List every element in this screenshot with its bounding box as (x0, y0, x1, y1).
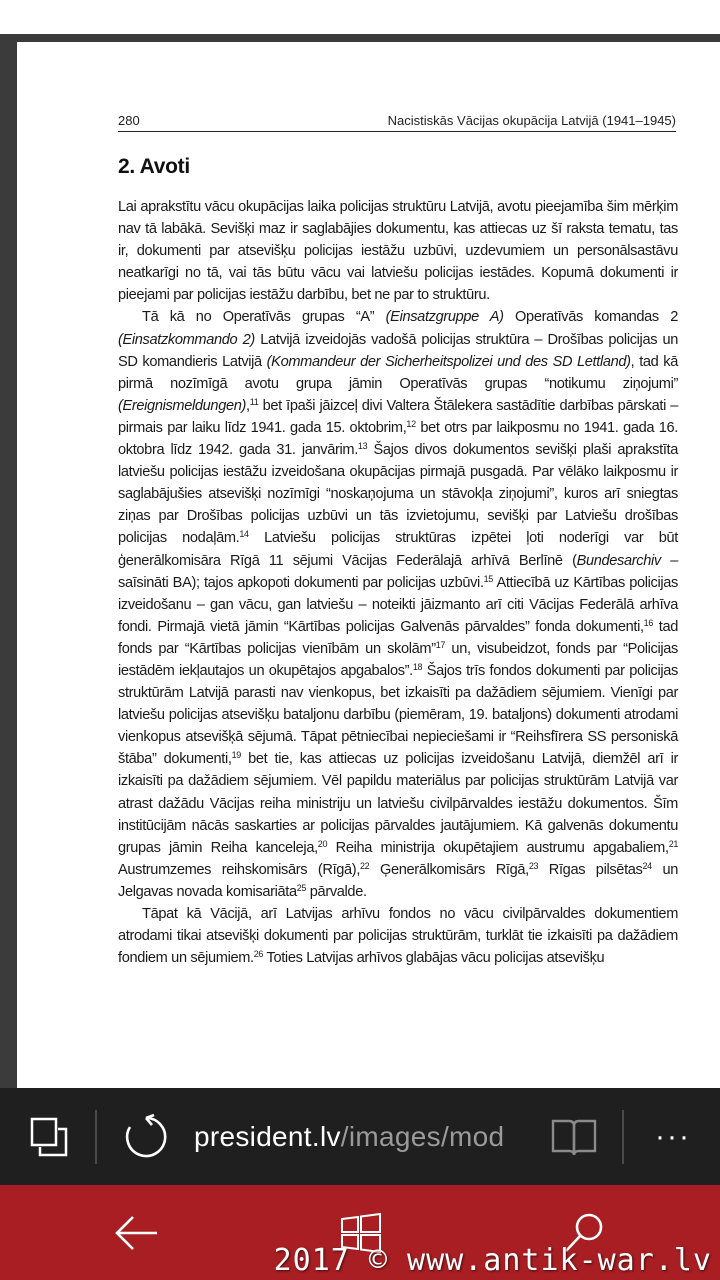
url-host: president.lv (194, 1120, 341, 1152)
paragraph (118, 306, 678, 903)
paragraph (118, 903, 678, 969)
footnote-ref: 26 (253, 949, 264, 960)
system-nav-bar (0, 1185, 720, 1280)
footnote-ref: 19 (231, 750, 241, 761)
tabs-icon (30, 1117, 68, 1157)
watermark: 2017 © www.antik-war.lv (273, 1243, 712, 1278)
text-run: Latvijā izveidojās vadošā policijas struktūra – Drošības policijas un SD komandieris Latvijā (118, 331, 678, 370)
text-run: Operatīvās komandas 2 (503, 309, 678, 326)
text-run: un Jelgavas novada komisariāta (118, 861, 678, 900)
text-run: Reiha ministrija okupētajiem austrumu apgabaliem, (327, 839, 669, 856)
footnote-ref: 12 (406, 418, 416, 429)
italic-text: (Einsatzkommando 2) (118, 331, 255, 348)
book-icon (549, 1115, 599, 1159)
refresh-icon (123, 1114, 169, 1160)
back-arrow-icon (113, 1213, 159, 1253)
footnote-ref: 22 (360, 860, 370, 871)
footnote-ref: 18 (412, 661, 423, 672)
text-run: un, visubeidzot, fonds par “Policijas iestādēm iekļautajos un okupētajos apgabalos”. (118, 640, 678, 679)
text-run: Latviešu policijas struktūras izpētei ļoti noderīgi var būt ģenerālkomisāra Rīgā 11 sējumi Vācijas Federālajā arhīvā Berlīnē ( (118, 530, 679, 569)
text-run: Ģenerālkomisārs Rīgā, (369, 861, 529, 878)
italic-text: (Kommandeur der Sicherheitspolizei und des SD Lettland) (266, 353, 631, 370)
text-run: Attiecībā uz Kārtības policijas izveidošanu – gan vācu, gan latviešu – noteikti jāizmanto arī citi Vācijas Federālā arhīva fondi. Pirmajā vietā jāmin “Kārtības policijas Galvenās pārvaldes” fonda dokumenti, (118, 574, 678, 635)
text-run: Lai aprakstītu vācu okupācijas laika policijas struktūru Latvijā, avotu pieejamība šim mērķim nav tā labākā. Sevišķi maz ir saglabājies dokumentu, kas attiecas uz šī raksta tematu, tas ir, dokumenti par atsevišķu policijas iestāžu uzbūvi, uzdevumiem un personālsastāvu neatkarīgi no tā, vai tās būtu vācu vai latviešu policijas iestādes. Kopumā dokumenti ir pieejami par policijas iestāžu darbību, bet ne par to struktūru. (118, 199, 678, 304)
text-run: Austrumzemes reihskomisārs (Rīgā), (118, 861, 361, 878)
text-run: bet tie, kas attiecas uz policijas izveidošanu Latvijā, diemžēl arī ir izkaisīti pa dažādiem sējumiem. Vēl papildu materiālus par policijas struktūrām Latvijā var atrast dažādu Vācijas reiha ministriju un latviešu civilpārvaldes iestāžu dokumentos. Šīm institūcijām nācās saskarties ar policijas pārvaldes jautājumiem. Kā galvenās dokumentu grupas jāmin Reiha kanceleja, (118, 751, 678, 856)
body-text (118, 196, 678, 969)
footnote-ref: 17 (435, 639, 446, 650)
back-button[interactable] (108, 1185, 164, 1280)
footnote-ref: 24 (642, 860, 652, 871)
footnote-ref: 15 (483, 573, 493, 584)
text-run: Rīgas pilsētas (538, 861, 643, 878)
text-run: bet īpaši jāizceļ divi Valtera Štālekera sastādītie darbības pārskati – pirmais par laiku līdz 1941. gada 15. oktobrim, (118, 397, 678, 436)
divider (95, 1110, 97, 1164)
italic-text: Bundesarchiv (576, 552, 661, 569)
text-run: Tāpat kā Vācijā, arī Latvijas arhīvu fondos no vācu civilpārvaldes dokumentiem atrodami tikai atsevišķi dokumenti par policijas struktūrām, turklāt tie izkaisīti pa dažādiem fondiem un sējumiem. (118, 906, 678, 967)
paragraph (118, 196, 678, 306)
url-field[interactable] (194, 1088, 504, 1185)
text-run: Toties Latvijas arhīvos glabājas vācu policijas atsevišķu (263, 950, 605, 967)
text-run: bet otrs par laikposmu no 1941. gada 16. oktobra līdz 1942. gada 31. janvārim. (118, 419, 678, 459)
refresh-button[interactable] (118, 1088, 174, 1185)
running-title: Nacistiskās Vācijas okupācija Latvijā (1941–1945) (387, 113, 676, 128)
italic-text: (Einsatzgruppe A) (385, 309, 504, 326)
document-viewer[interactable] (0, 34, 720, 1088)
url-path: /images/mod (340, 1120, 505, 1152)
tabs-button[interactable] (18, 1088, 80, 1185)
footnote-ref: 25 (296, 882, 307, 893)
footnote-ref: 13 (357, 441, 368, 452)
running-header (118, 113, 676, 132)
more-button[interactable]: ··· (655, 1119, 691, 1153)
text-run: pārvalde. (306, 883, 367, 900)
reading-view-button[interactable] (546, 1088, 602, 1185)
footnote-ref: 11 (249, 396, 259, 407)
text-run: Šajos trīs fondos dokumenti par policijas struktūrām Latvijā parasti nav vienkopus, bet izkaisīti pa dažādiem sējumiem. Vienīgi par latviešu policijas atsevišķu bataljonu darbību (piemēram, 19. bataljons) dokumenti atrodami vienkopus atsevišķā sējumā. Tāpat pētniecībai nepieciešami ir “Reihsfīrera SS personiskā štāba” dokumenti, (118, 662, 678, 768)
footnote-ref: 14 (239, 529, 249, 540)
document-page (17, 42, 720, 1088)
footnote-ref: 20 (317, 838, 328, 849)
text-run: Šajos divos dokumentos sevišķi plaši aprakstīta latviešu policijas iestāžu izveidošana okupācijas pirmajā pusgadā. Par vēlāko laikposmu ir saglabājušies atsevišķi nozīmīgi “noskaņojuma un stāvokļa ziņojumi”, kuros arī sniegtas ziņas par Drošības policijas uzbūvi un tās izvietojumu, sevišķi par Latviešu drošības policijas nodaļām. (118, 442, 678, 547)
browser-address-bar (0, 1088, 720, 1185)
footnote-ref: 21 (668, 838, 678, 849)
footnote-ref: 23 (528, 860, 539, 871)
text-run: Tā kā no Operatīvās grupas “A” (142, 309, 386, 326)
text-run: , (246, 397, 250, 414)
divider (622, 1110, 624, 1164)
text-run: tad fonds par “Kārtības policijas vienībām un skolām” (118, 618, 678, 657)
page-number: 280 (118, 113, 140, 128)
italic-text: (Ereignismeldungen) (118, 397, 247, 414)
text-run: , tad kā pirmā nozīmīgā avotu grupa jāmin Operatīvās grupas “notikumu ziņojumi” (118, 353, 678, 392)
top-status-strip (0, 0, 720, 34)
text-run: – saīsināti BA); tajos apkopoti dokumenti par policijas uzbūvi. (118, 552, 678, 591)
section-title: 2. Avoti (118, 155, 190, 178)
footnote-ref: 16 (643, 617, 653, 628)
